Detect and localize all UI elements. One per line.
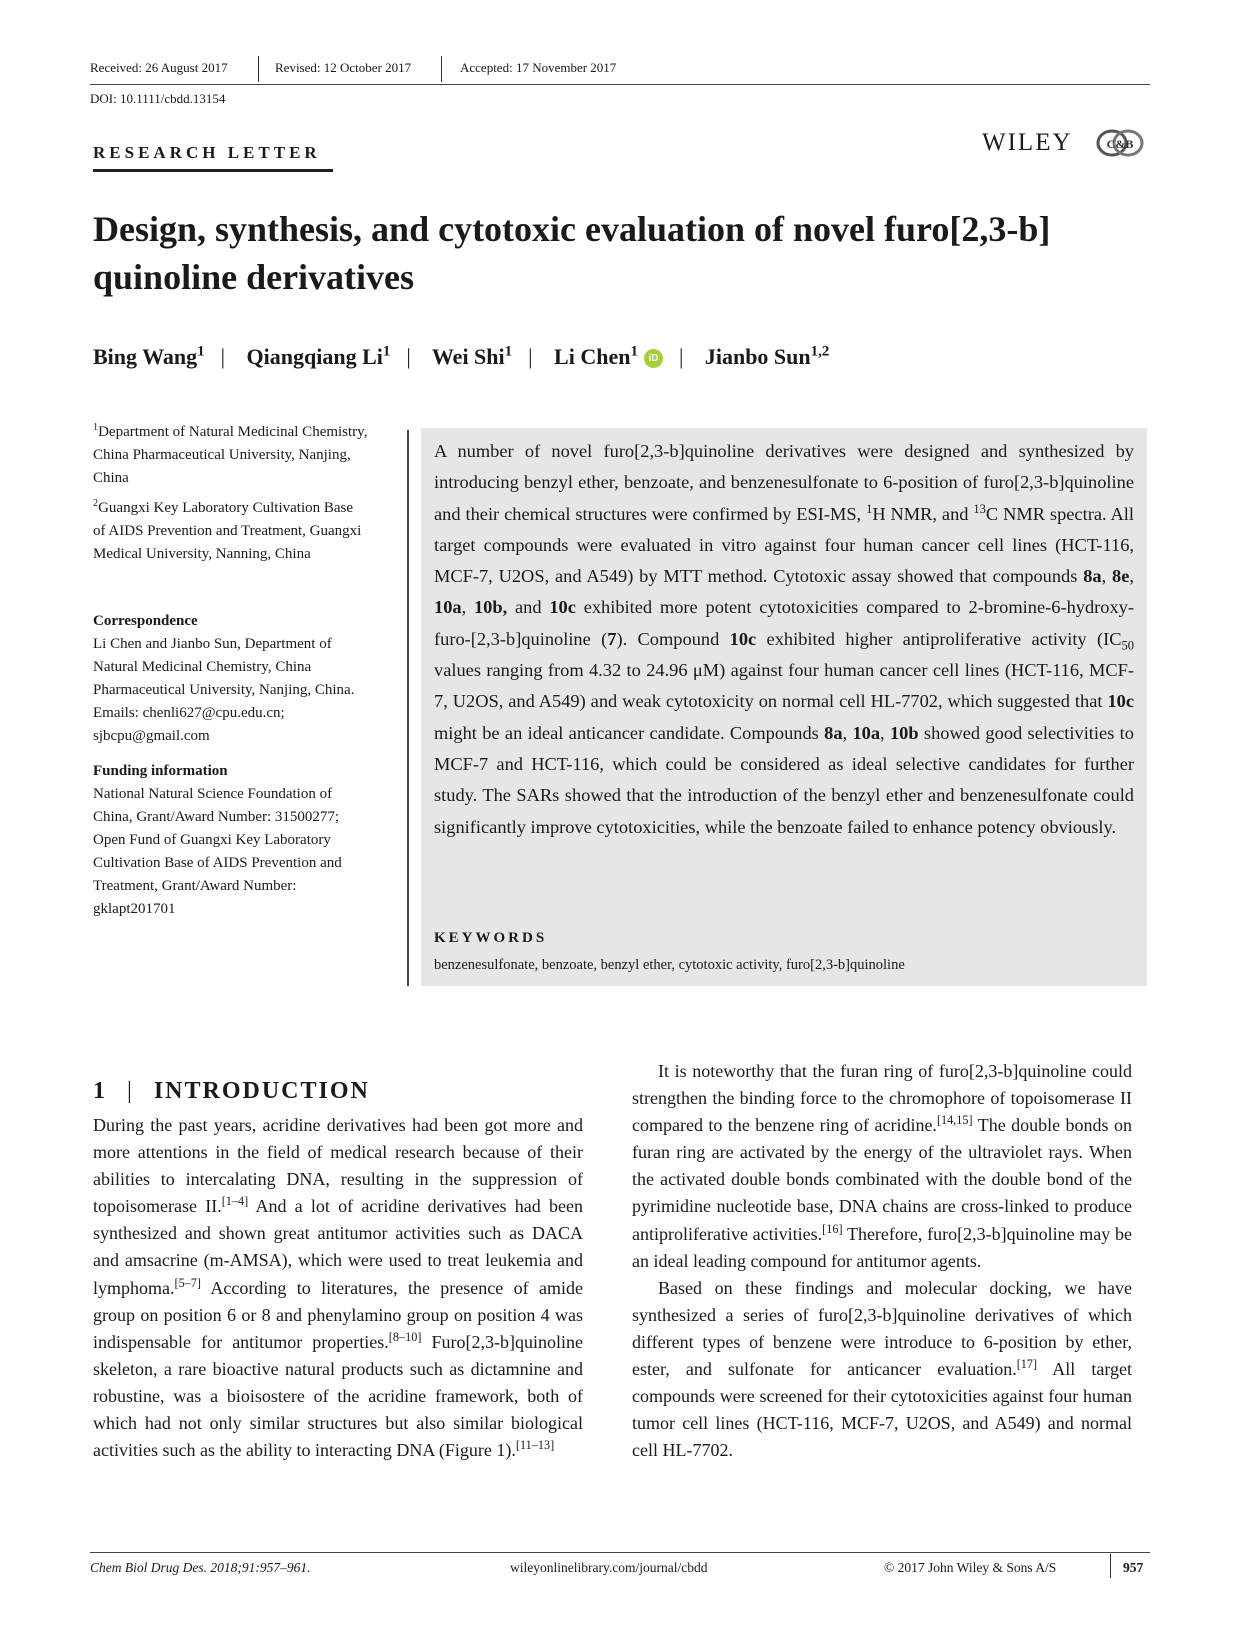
affiliation: $^2$Guangxi Key Laboratory Cultivation Base of AIDS Prevention and Treatment, Guangxi Medical University, Nanning, China <box>93 498 362 562</box>
citation-link[interactable]: [8–10] <box>388 1329 422 1344</box>
correspondence-text: Li Chen and Jianbo Sun, Department of Natural Medicinal Chemistry, China Pharmaceutical University, Nanjing, China. Emails: chenli627@cpu.edu.cn; sjbcpu@gmail.com <box>93 636 355 744</box>
author-name: Bing Wang <box>93 344 198 369</box>
citation-link[interactable]: [11–13] <box>515 1438 555 1453</box>
section-heading: 1 | INTRODUCTION <box>93 1078 370 1104</box>
correspondence-heading: Correspondence <box>93 613 198 629</box>
journal-logo-text: C&B <box>1106 137 1134 151</box>
funding-text: National Natural Science Foundation of China, Grant/Award Number: 31500277; Open Fund of Guangxi Key Laboratory Cultivation Base of AIDS Prevention and Treatment, Grant/Award Number: gklapt201701 <box>93 786 342 917</box>
article-type: RESEARCH LETTER <box>93 143 321 162</box>
author-name: Wei Shi <box>431 344 505 369</box>
correspondence <box>93 610 368 748</box>
intro-right-column: It is noteworthy that the furan ring of furo[2,3-b]quinoline could strengthen the binding force to the chromophore of topoisomerase II compared to the benzene ring of acridine.[14,15] The double bonds on furan ring are activated by the energy of the ultraviolet rays. When the activated double bonds combinated with the double bond of the pyrimidine nucleotide base, DNA chains are cross-linked to produce antiproliferative activities.[16] Therefore, furo[2,3-b]quinoline may be an ideal leading compound for antitumor agents. Based on these findings and molecular docking, we have synthesized a series of furo[2,3-b]quinoline derivatives of which different types of benzene were introduce to 6-position by ether, ester, and sulfonate for anticancer evaluation.[17] All target compounds were screened for their cytotoxicities against four human tumor cell lines (HCT-116, MCF-7, U2OS, and A549) and normal cell HL-7702. <box>632 1061 1132 1461</box>
article-type-underline <box>93 169 333 172</box>
citation-link[interactable]: [5–7] <box>174 1275 201 1290</box>
received-date: Received: 26 August 2017 <box>90 60 228 75</box>
header-divider <box>441 56 442 82</box>
footer-url[interactable]: wileyonlinelibrary.com/journal/cbdd <box>510 1560 708 1575</box>
article-title: Design, synthesis, and cytotoxic evaluation of novel furo[2,3-b] quinoline derivatives <box>93 209 1051 297</box>
publisher-logo: WILEY <box>982 129 1073 156</box>
header-divider <box>258 56 259 82</box>
citation-link[interactable]: [17] <box>1016 1357 1038 1372</box>
orcid-icon[interactable]: iD <box>644 349 663 368</box>
header-rule <box>90 84 1150 85</box>
footer-citation: Chem Biol Drug Des. 2018;91:957–961. <box>90 1560 311 1575</box>
abstract-text: A number of novel furo[2,3-b]quinoline derivatives were designed and synthesized by introducing benzyl ether, benzoate, and benzenesulfonate to 6-position of furo[2,3-b]quinoline and their chemical structures were confirmed by ESI-MS, $^1$H NMR, and $^{13}$C NMR spectra. All target compounds were evaluated in vitro against four human cancer cell lines (HCT-116, MCF-7, U2OS, and A549) by MTT method. Cytotoxic assay showed that compounds 8a, 8e, 10a, 10b, and 10c exhibited more potent cytotoxicities compared to 2-bromine-6-hydroxy-furo-[2,3-b]quinoline (7). Compound 10c exhibited higher antiproliferative activity ($IC_{50}$ values ranging from 4.32 to 24.96 μM) against four human cancer cell lines (HCT-116, MCF-7, U2OS, and A549) and weak cytotoxicity on normal cell HL-7702, which suggested that 10c might be an ideal anticancer candidate. Compounds 8a, 10a, 10b showed good selectivities to MCF-7 and HCT-116, which could be considered as ideal selective candidates for further study. The SARs showed that the introduction of the benzyl ether and benzenesulfonate could significantly improve cytotoxicities, while the benzoate failed to enhance potency obviously. <box>434 441 1134 837</box>
author-name: Jianbo Sun <box>704 344 811 369</box>
journal-logo-icon <box>1094 128 1146 164</box>
keywords-heading: KEYWORDS <box>434 930 548 946</box>
footer-divider <box>1110 1554 1111 1578</box>
footer-copyright: © 2017 John Wiley & Sons A/S <box>884 1560 1057 1575</box>
funding-information <box>93 760 368 921</box>
citation-link[interactable]: [14,15] <box>936 1113 973 1128</box>
affiliation: $^1$Department of Natural Medicinal Chemistry, China Pharmaceutical University, Nanjing, China <box>93 422 368 486</box>
citation-link[interactable]: [16] <box>822 1221 843 1236</box>
abstract-divider <box>407 430 409 986</box>
author-name: Li Chen <box>554 344 631 369</box>
footer-rule <box>90 1552 1150 1553</box>
revised-date: Revised: 12 October 2017 <box>275 60 412 75</box>
citation-link[interactable]: [1–4] <box>221 1194 249 1209</box>
doi[interactable]: DOI: 10.1111/cbdd.13154 <box>90 91 226 106</box>
accepted-date: Accepted: 17 November 2017 <box>460 60 617 75</box>
author-name: Qiangqiang Li <box>246 344 383 369</box>
funding-heading: Funding information <box>93 763 228 779</box>
author-list: Bing Wang$^1$ | Qiangqiang Li$^1$ | Wei Shi$^1$ | Li Chen$^1$ iD | Jianbo Sun$^{1,2}$ <box>93 343 830 369</box>
intro-left-column: During the past years, acridine derivatives had been got more and more attentions in the field of medical research because of their abilities to intercalating DNA, resulting in the suppression of topoisomerase II.[1–4] And a lot of acridine derivatives had been synthesized and shown great antitumor activities such as DACA and amsacrine (m-AMSA), which were used to treat leukemia and lymphoma.[5–7] According to literatures, the presence of amide group on position 6 or 8 and phenylamino group on position 4 was indispensable for antitumor properties.[8–10] Furo[2,3-b]quinoline skeleton, a rare bioactive natural products such as dictamnine and robustine, was a bioisostere of the acridine framework, both of which had not only similar structures but also similar biological activities such as the ability to interacting DNA (Figure 1).[11–13] <box>93 1115 583 1461</box>
page-number: 957 <box>1123 1560 1144 1575</box>
keywords-text: benzenesulfonate, benzoate, benzyl ether, cytotoxic activity, furo[2,3-b]quinoline <box>434 957 905 973</box>
